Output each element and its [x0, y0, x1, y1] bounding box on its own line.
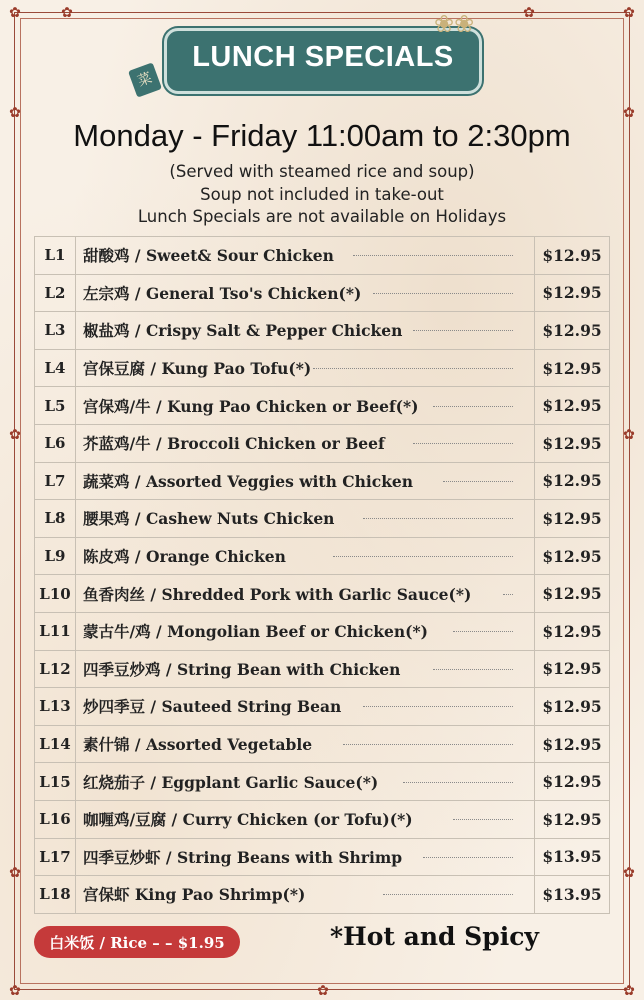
item-code: L14: [35, 726, 76, 763]
leader-dots: [503, 594, 513, 595]
item-price: $12.95: [534, 763, 609, 800]
item-price: $12.95: [534, 538, 609, 575]
page-title: LUNCH SPECIALS: [192, 41, 454, 73]
menu-row: [34, 726, 610, 764]
menu-table: [34, 236, 610, 914]
menu-row: [34, 312, 610, 350]
item-code: L6: [35, 425, 76, 462]
hot-spicy-note: *Hot and Spicy: [330, 922, 539, 951]
border-ornament-icon: ✿: [623, 865, 635, 881]
leader-dots: [413, 443, 513, 444]
note-holidays: Lunch Specials are not available on Holidays: [137, 207, 507, 226]
border-ornament-icon: ✿: [317, 983, 329, 999]
item-code: L3: [35, 312, 76, 349]
corner-ornament-icon: ✿: [623, 5, 635, 21]
item-price: $12.95: [534, 275, 609, 312]
item-price: $12.95: [534, 613, 609, 650]
decorative-flower-icon: ❀❀: [434, 10, 475, 38]
item-name: 蒙古牛/鸡 / Mongolian Beef or Chicken(*): [83, 622, 428, 642]
item-name: 四季豆炒虾 / String Beans with Shrimp: [83, 847, 403, 867]
rice-price-badge: 白米饭 / Rice – – $1.95: [34, 926, 240, 958]
border-ornament-icon: ✿: [9, 427, 21, 443]
item-code: L16: [35, 801, 76, 838]
item-price: $12.95: [534, 726, 609, 763]
leader-dots: [443, 481, 513, 482]
menu-row: [34, 237, 610, 275]
border-ornament-icon: ✿: [9, 865, 21, 881]
menu-row: [34, 425, 610, 463]
leader-dots: [453, 819, 513, 820]
item-name: 红烧茄子 / Eggplant Garlic Sauce(*): [83, 772, 379, 792]
menu-row: [34, 763, 610, 801]
item-code: L2: [35, 275, 76, 312]
menu-row: [34, 688, 610, 726]
leader-dots: [403, 782, 513, 783]
leader-dots: [313, 368, 513, 369]
item-price: $12.95: [534, 387, 609, 424]
menu-row: [34, 500, 610, 538]
item-price: $12.95: [534, 801, 609, 838]
border-ornament-icon: ✿: [623, 105, 635, 121]
item-name: 四季豆炒鸡 / String Bean with Chicken: [83, 659, 401, 679]
item-code: L1: [35, 237, 76, 274]
item-code: L10: [35, 575, 76, 612]
border-ornament-icon: ✿: [623, 427, 635, 443]
item-price: $13.95: [534, 876, 609, 913]
item-price: $12.95: [534, 350, 609, 387]
item-name: 咖喱鸡/豆腐 / Curry Chicken (or Tofu)(*): [83, 810, 413, 830]
menu-row: [34, 275, 610, 313]
item-price: $12.95: [534, 463, 609, 500]
item-code: L5: [35, 387, 76, 424]
item-price: $12.95: [534, 237, 609, 274]
item-price: $13.95: [534, 839, 609, 876]
item-name: 甜酸鸡 / Sweet& Sour Chicken: [83, 246, 334, 266]
menu-row: [34, 651, 610, 689]
corner-ornament-icon: ✿: [9, 5, 21, 21]
leader-dots: [343, 744, 513, 745]
item-name: 陈皮鸡 / Orange Chicken: [83, 547, 286, 567]
menu-row: [34, 350, 610, 388]
border-ornament-icon: ✿: [523, 5, 535, 21]
menu-row: [34, 387, 610, 425]
item-code: L7: [35, 463, 76, 500]
item-price: $12.95: [534, 312, 609, 349]
item-name: 鱼香肉丝 / Shredded Pork with Garlic Sauce(*): [83, 584, 472, 604]
item-code: L9: [35, 538, 76, 575]
item-name: 宫保豆腐 / Kung Pao Tofu(*): [83, 359, 312, 379]
item-name: 蔬菜鸡 / Assorted Veggies with Chicken: [83, 471, 414, 491]
item-name: 芥蓝鸡/牛 / Broccoli Chicken or Beef: [83, 434, 385, 454]
leader-dots: [363, 706, 513, 707]
leader-dots: [373, 293, 513, 294]
item-name: 炒四季豆 / Sauteed String Bean: [83, 697, 342, 717]
leader-dots: [433, 669, 513, 670]
item-code: L18: [35, 876, 76, 913]
border-ornament-icon: ✿: [9, 105, 21, 121]
note-takeout: Soup not included in take-out: [200, 185, 444, 204]
item-code: L17: [35, 839, 76, 876]
leader-dots: [383, 894, 513, 895]
item-price: $12.95: [534, 575, 609, 612]
item-price: $12.95: [534, 688, 609, 725]
menu-row: [34, 575, 610, 613]
leader-dots: [363, 518, 513, 519]
lunch-hours: Monday - Friday 11:00am to 2:30pm: [73, 118, 571, 153]
border-ornament-icon: ✿: [61, 5, 73, 21]
title-tag: 菜: [128, 62, 162, 97]
leader-dots: [453, 631, 513, 632]
item-name: 椒盐鸡 / Crispy Salt & Pepper Chicken: [83, 321, 403, 341]
item-price: $12.95: [534, 651, 609, 688]
item-code: L15: [35, 763, 76, 800]
menu-row: [34, 463, 610, 501]
menu-row: [34, 876, 610, 914]
item-code: L4: [35, 350, 76, 387]
menu-row: [34, 613, 610, 651]
item-name: 腰果鸡 / Cashew Nuts Chicken: [83, 509, 335, 529]
corner-ornament-icon: ✿: [9, 983, 21, 999]
item-name: 素什锦 / Assorted Vegetable: [83, 735, 313, 755]
item-price: $12.95: [534, 425, 609, 462]
menu-row: [34, 801, 610, 839]
corner-ornament-icon: ✿: [623, 983, 635, 999]
item-name: 宫保虾 King Pao Shrimp(*): [83, 885, 306, 905]
menu-row: [34, 538, 610, 576]
leader-dots: [423, 857, 513, 858]
item-code: L12: [35, 651, 76, 688]
leader-dots: [333, 556, 513, 557]
leader-dots: [433, 406, 513, 407]
leader-dots: [413, 330, 513, 331]
item-code: L8: [35, 500, 76, 537]
item-name: 宫保鸡/牛 / Kung Pao Chicken or Beef(*): [83, 396, 419, 416]
item-price: $12.95: [534, 500, 609, 537]
item-name: 左宗鸡 / General Tso's Chicken(*): [83, 283, 362, 303]
item-code: L13: [35, 688, 76, 725]
note-rice-soup: (Served with steamed rice and soup): [169, 162, 475, 181]
menu-row: [34, 839, 610, 877]
leader-dots: [353, 255, 513, 256]
item-code: L11: [35, 613, 76, 650]
